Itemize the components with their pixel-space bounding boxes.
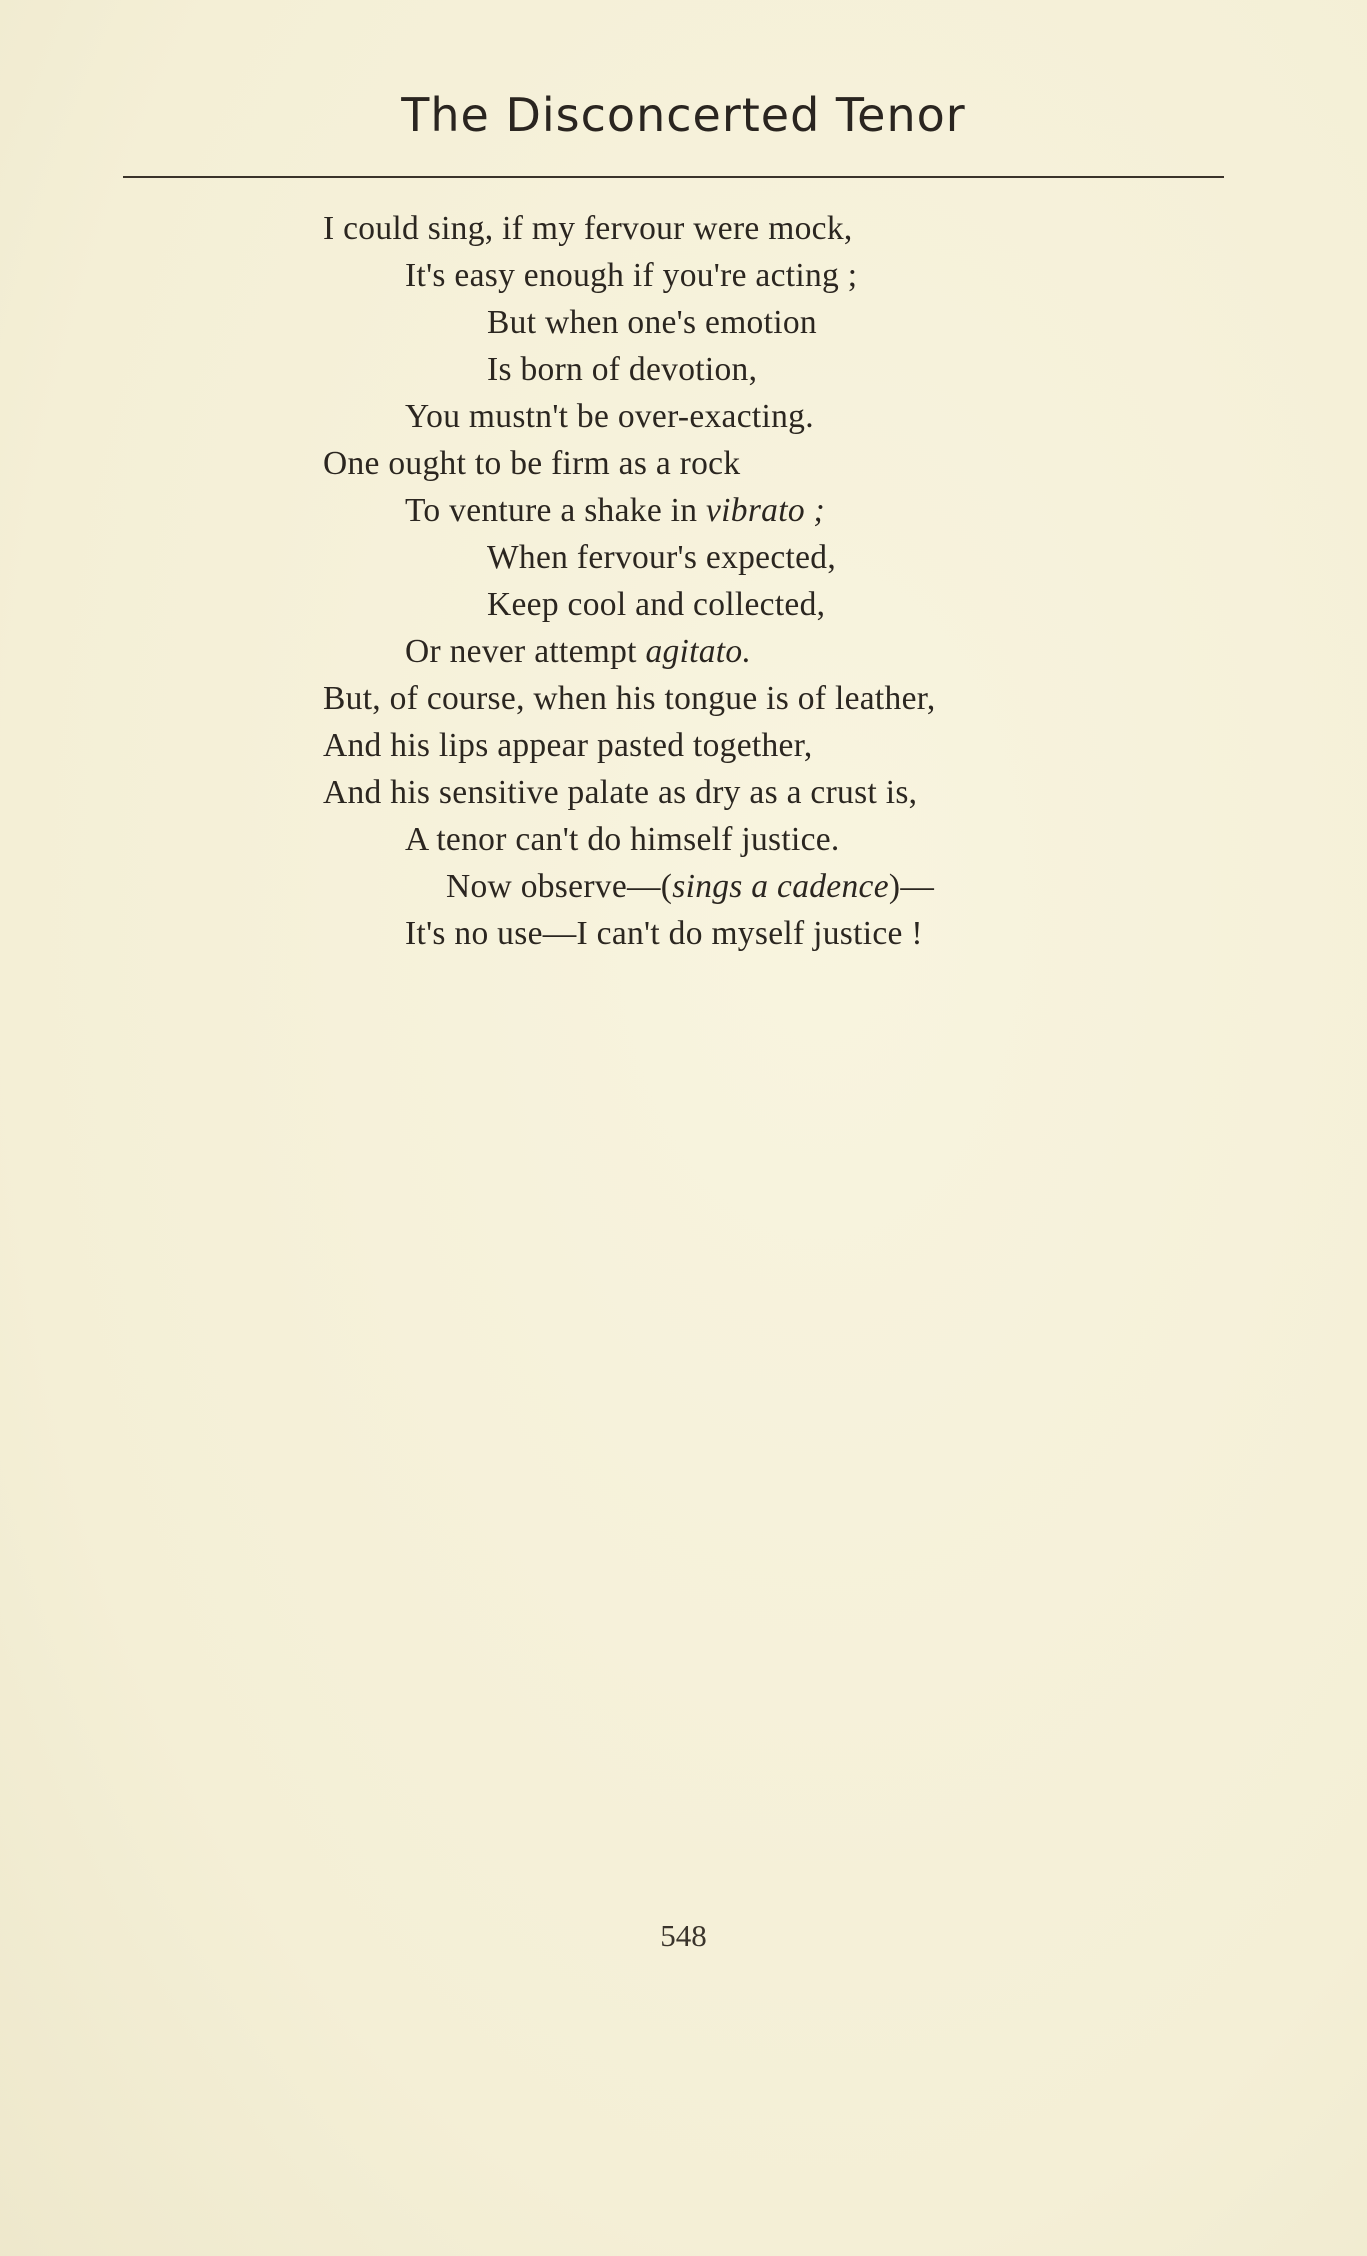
poem-line-text: One ought to be firm as a rock [323,445,741,482]
title-rule [123,176,1224,178]
running-title: The Disconcerted Tenor [401,88,966,142]
poem-line [323,816,1223,863]
poem-line [323,863,1223,910]
poem-stanza [323,205,1223,957]
poem-line [323,628,1223,675]
poem-line-text: But when one's emotion [487,304,817,341]
poem-line-text: But, of course, when his tongue is of leather, [323,680,936,717]
poem-line [323,299,1223,346]
poem-line [323,440,1223,487]
page-number: 548 [660,1918,707,1953]
poem-line-text: To venture a shake in [405,492,707,529]
poem-line-text: I could sing, if my fervour were mock, [323,210,853,247]
poem-line-text: Now observe—( [446,868,673,905]
poem-line [323,487,1223,534]
poem-line-text: You mustn't be over-exacting. [405,398,814,435]
italic-term: vibrato ; [706,492,826,529]
poem-line [323,346,1223,393]
italic-term: agitato. [645,633,752,670]
poem-line [323,675,1223,722]
poem-line [323,252,1223,299]
poem-line [323,910,1223,957]
poem-line-text: It's no use—I can't do myself justice ! [405,915,923,952]
poem-line [323,769,1223,816]
poem-line [323,393,1223,440]
poem-line [323,722,1223,769]
poem-line-text: And his lips appear pasted together, [323,727,813,764]
poem-line-text: It's easy enough if you're acting ; [405,257,858,294]
poem-line-text: Is born of devotion, [487,351,758,388]
poem-line [323,205,1223,252]
stage-direction: sings a cadence [672,868,889,905]
poem-line-text: )— [888,868,935,905]
paper-show-through [300,1040,1060,1580]
poem-line-text: A tenor can't do himself justice. [405,821,840,858]
poem-line-text: Keep cool and collected, [487,586,826,623]
poem-line-text: Or never attempt [405,633,646,670]
poem-line-text: And his sensitive palate as dry as a crust is, [323,774,918,811]
poem-line-text: When fervour's expected, [487,539,837,576]
poem-line [323,534,1223,581]
poem-line [323,581,1223,628]
